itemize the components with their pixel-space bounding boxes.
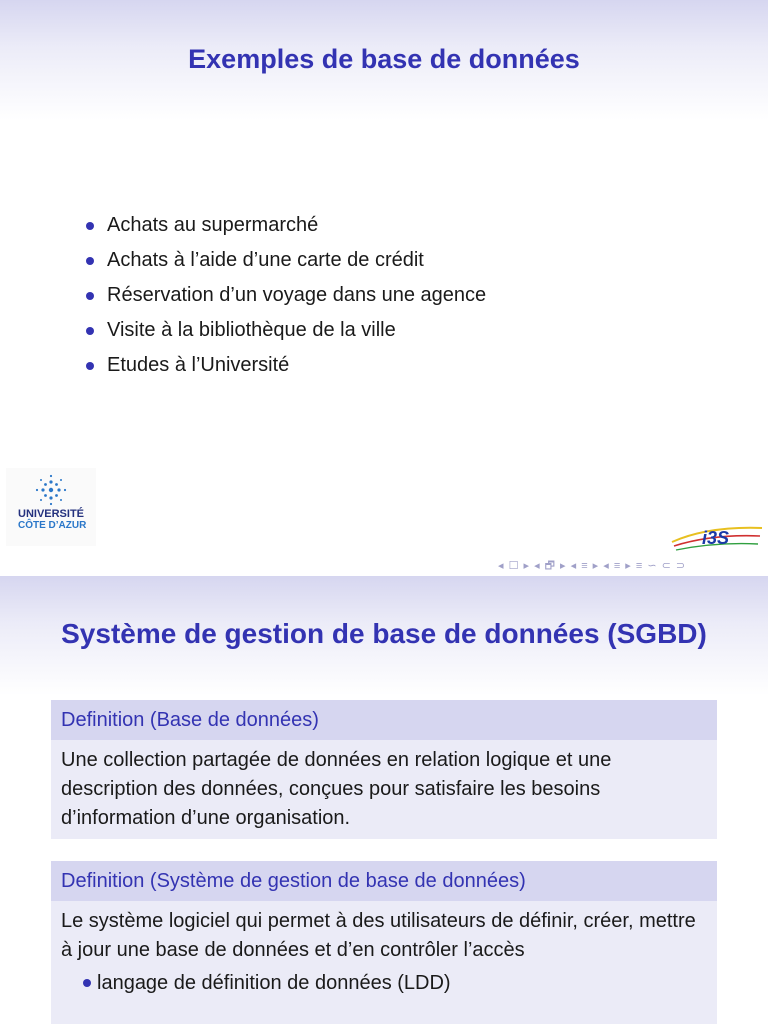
list-item: Visite à la bibliothèque de la ville bbox=[84, 313, 486, 348]
list-item: Achats à l’aide d’une carte de crédit bbox=[84, 243, 486, 278]
bullet-list bbox=[84, 208, 486, 383]
bullet-icon bbox=[86, 327, 94, 335]
definition-heading: Definition (Base de données) bbox=[51, 700, 717, 740]
bullet-icon bbox=[86, 362, 94, 370]
slide-title: Système de gestion de base de données (SGBD) bbox=[61, 618, 707, 649]
bullet-icon bbox=[86, 292, 94, 300]
definition-block bbox=[51, 861, 717, 1024]
i3s-logo bbox=[668, 522, 764, 556]
bullet-icon bbox=[83, 979, 91, 987]
list-item: Réservation d’un voyage dans une agence bbox=[84, 278, 486, 313]
list-item: Etudes à l’Université bbox=[84, 348, 486, 383]
definition-block bbox=[51, 700, 717, 839]
uca-emblem-icon bbox=[6, 470, 96, 510]
definition-heading: Definition (Système de gestion de base de données) bbox=[51, 861, 717, 901]
definition-body: Une collection partagée de données en relation logique et une description des données, conçues pour satisfaire les besoins d’information d’une organisation. bbox=[61, 749, 612, 829]
i3s-logo-text: i3S bbox=[702, 528, 730, 548]
bullet-icon bbox=[86, 257, 94, 265]
definition-text: Le système logiciel qui permet à des utilisateurs de définir, créer, mettre à jour une base de données et d’en contrôler l’accès bbox=[61, 910, 696, 961]
slide-2 bbox=[0, 576, 768, 1024]
definition-body bbox=[51, 901, 717, 998]
list-item: Achats au supermarché bbox=[84, 208, 486, 243]
logo-text-cote-dazur: CÔTE D’AZUR bbox=[18, 520, 87, 531]
slide-title: Exemples de base de données bbox=[188, 44, 580, 74]
logo-text-universite: UNIVERSITÉ bbox=[18, 508, 85, 520]
universite-cote-dazur-logo bbox=[6, 468, 96, 546]
list-item: langage de définition de données (LDD) bbox=[61, 969, 707, 998]
beamer-navigation-bar[interactable]: ◂ ☐ ▸ ◂ 🗗 ▸ ◂ ≡ ▸ ◂ ≡ ▸ ≡ ∽ ⊂ ⊃ bbox=[498, 560, 687, 572]
bullet-icon bbox=[86, 222, 94, 230]
